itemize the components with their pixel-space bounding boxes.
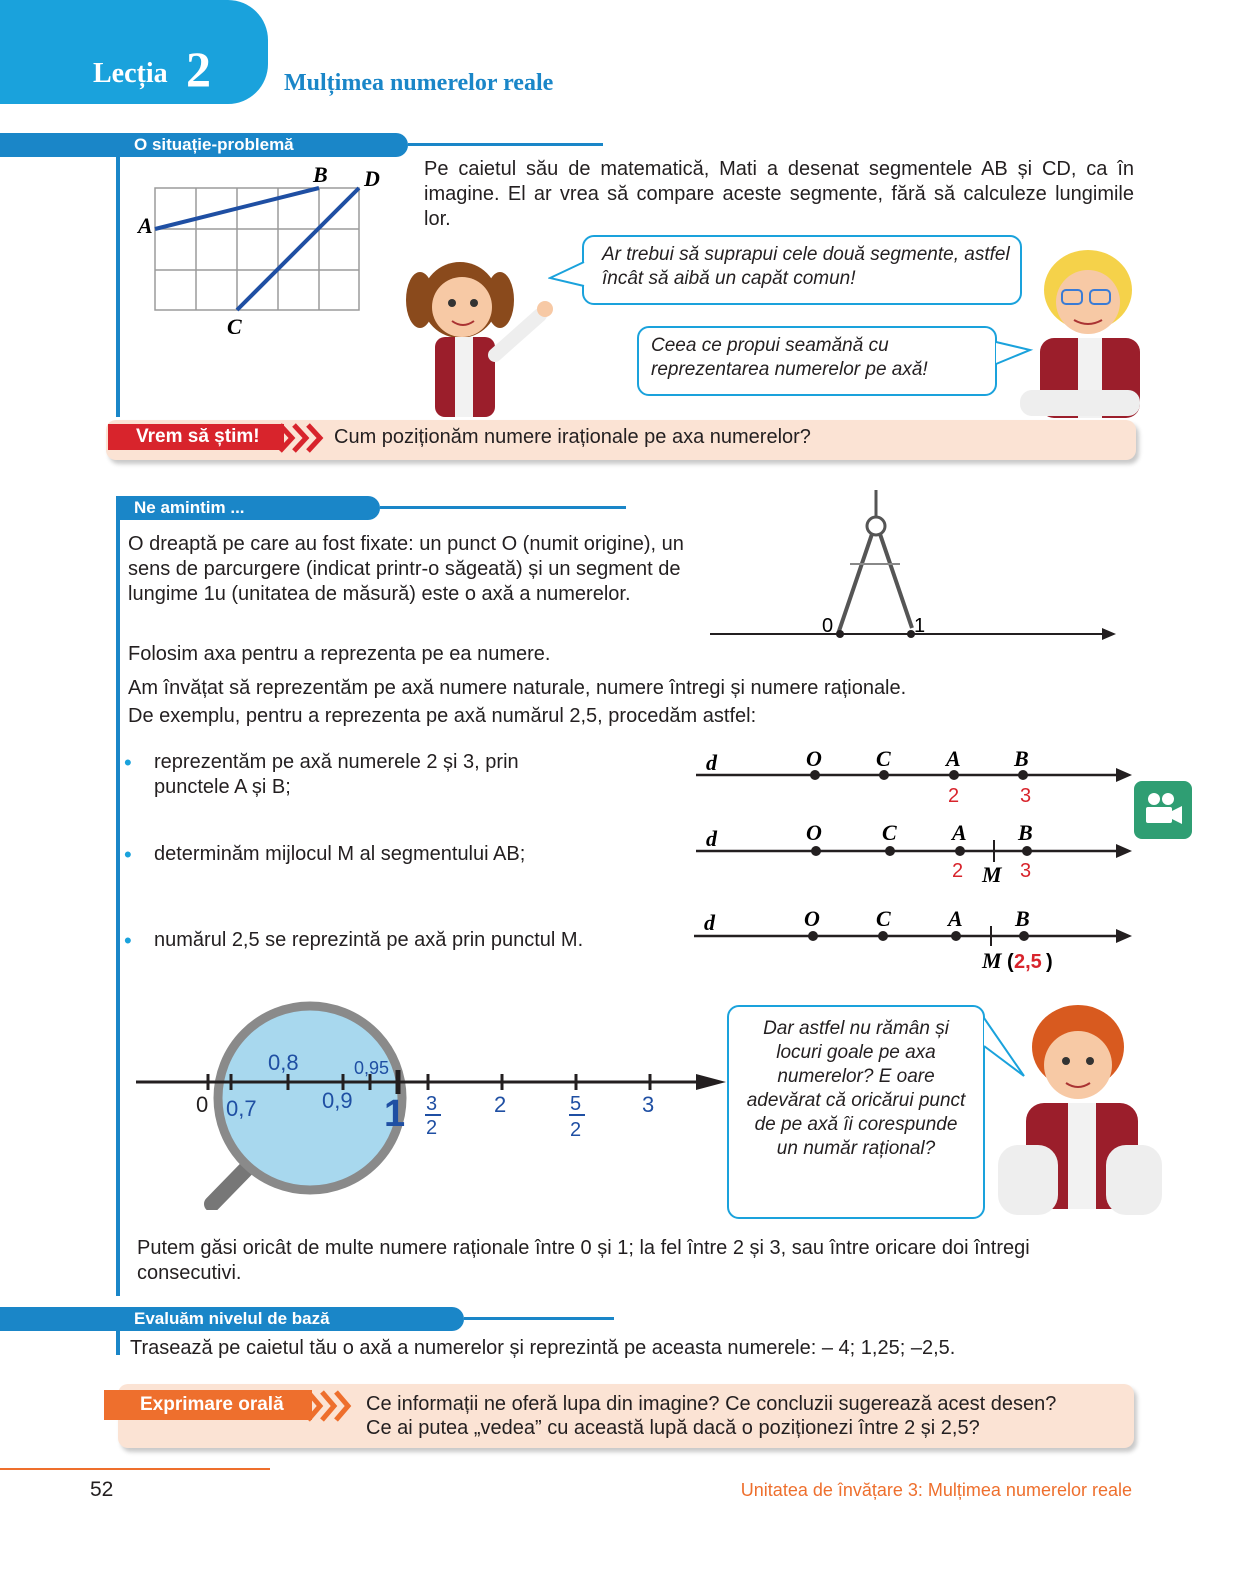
step-1: reprezentăm pe axă numerele 2 și 3, prin punctele A și B;: [154, 751, 519, 798]
mag-label-3-num: 3: [426, 1093, 438, 1115]
axis2-val-3: 3: [1020, 860, 1032, 882]
step-2: determinăm mijlocul M al segmentului AB;: [154, 843, 526, 865]
axis3-val-25: 2,5: [1014, 951, 1042, 973]
vrem-tag: Vrem să știm!: [108, 424, 284, 450]
axis-2: [696, 820, 1132, 887]
lesson-label: Lecția: [93, 58, 168, 89]
bubble-girl: Ar trebui să suprapui cele două segmente, astfel încât să aibă un capăt comun!: [582, 235, 1022, 305]
axis3-b: B: [1015, 906, 1030, 931]
amintim-para3: Am învățat să reprezentăm pe axă numere naturale, numere întregi și numere raționale.: [128, 677, 907, 699]
bubble-boy: Ceea ce propui seamănă cu reprezentarea numerelor pe axă!: [637, 326, 997, 396]
evaluam-tab-line: [464, 1317, 614, 1320]
axis3-c: C: [876, 906, 891, 931]
axis-1: [696, 746, 1132, 807]
page-number: 52: [90, 1478, 114, 1501]
bullet-2: •: [124, 842, 132, 867]
axis2-d: d: [706, 826, 717, 851]
vrem-question: Cum poziționăm numere iraționale pe axa numerelor?: [334, 426, 811, 448]
label-d: D: [364, 166, 380, 191]
segment-cd: [237, 188, 359, 310]
axis3-m: M: [982, 948, 1002, 973]
amintim-tab-line: [380, 506, 626, 509]
svg-text:): ): [1046, 951, 1053, 973]
axis1-val-2: 2: [948, 785, 960, 807]
footer-unit-title: Unitatea de învățare 3: Mulțimea numerelor reale: [740, 1480, 1132, 1500]
axis2-c: C: [882, 820, 897, 845]
mag-label-3-den: 2: [426, 1117, 438, 1139]
exprimare-line1: Ce informații ne oferă lupa din imagine? Ce concluzii sugerează acest desen?: [366, 1393, 1057, 1415]
amintim-para4: De exemplu, pentru a reprezenta pe axă numărul 2,5, procedăm astfel:: [128, 705, 757, 727]
label-a: A: [138, 213, 153, 238]
axis1-c: C: [876, 746, 891, 771]
boy-redhair-illustration: [996, 995, 1166, 1220]
problem-vertical-rule: [116, 157, 120, 417]
vrem-chevrons: [278, 423, 328, 453]
compass-axis-figure: [700, 488, 1130, 648]
exprimare-chevrons: [306, 1390, 358, 1422]
mag-label-3: 3: [642, 1092, 655, 1117]
lesson-number: 2: [186, 41, 211, 97]
svg-text:(: (: [1007, 951, 1014, 973]
mag-label-2: 2: [494, 1092, 507, 1117]
boy-glasses-illustration: [1010, 240, 1160, 430]
compass-label-1: 1: [914, 615, 926, 637]
exprimare-tag: Exprimare orală: [104, 1390, 312, 1420]
mag-label-5-num: 5: [570, 1093, 582, 1115]
mag-label-0: 0: [196, 1092, 209, 1117]
axis3-o: O: [804, 906, 820, 931]
mag-label-095: 0,95: [354, 1058, 390, 1078]
magnifier-figure: [130, 1000, 730, 1210]
segments-grid-figure: [130, 160, 400, 340]
mag-label-1: 1: [384, 1093, 406, 1135]
footer-rule: [0, 1468, 270, 1470]
mag-label-08: 0,8: [268, 1050, 299, 1075]
amintim-conclusion: Putem găsi oricât de multe numere raționale între 0 și 1; la fel între 2 și 3, sau între oricare doi întregi consecutivi.: [137, 1237, 1030, 1284]
compass-icon: [838, 490, 912, 634]
mag-label-09: 0,9: [322, 1088, 353, 1113]
label-c: C: [227, 314, 242, 339]
axis1-o: O: [806, 746, 822, 771]
evaluam-vertical-rule: [116, 1331, 120, 1355]
axis1-d: d: [706, 750, 717, 775]
axis3-d: d: [704, 910, 715, 935]
video-camera-icon[interactable]: [1134, 781, 1192, 839]
mag-label-07: 0,7: [226, 1096, 257, 1121]
amintim-para2: Folosim axa pentru a reprezenta pe ea numere.: [128, 643, 551, 665]
axis2-val-2: 2: [952, 860, 964, 882]
evaluam-tab: Evaluăm nivelul de bază: [0, 1307, 464, 1331]
mag-label-5-den: 2: [570, 1119, 582, 1141]
bullet-1: •: [124, 750, 132, 775]
compass-label-0: 0: [822, 615, 834, 637]
axis-3: [694, 906, 1132, 973]
label-b: B: [313, 162, 328, 187]
bubble-girl-tail: [548, 260, 588, 290]
exprimare-line2: Ce ai putea „vedea” cu această lupă dacă o poziționezi între 2 și 2,5?: [366, 1417, 980, 1439]
axis2-o: O: [806, 820, 822, 845]
amintim-tab: Ne amintim ...: [118, 496, 380, 520]
amintim-para1: O dreaptă pe care au fost fixate: un punct O (numit origine), un sens de parcurgere (indicat printr-o săgeată) și un segment de lungime 1u (unitatea de măsură) este o axă a numerelor.: [128, 533, 684, 605]
problem-tab-line: [408, 143, 603, 146]
lesson-title: Mulțimea numerelor reale: [284, 70, 554, 96]
bullet-3: •: [124, 928, 132, 953]
problem-tab: O situație-problemă: [0, 133, 408, 157]
step-3: numărul 2,5 se reprezintă pe axă prin punctul M.: [154, 929, 584, 951]
evaluam-text: Trasează pe caietul tău o axă a numerelor și reprezintă pe aceasta numerele: – 4; 1,25; –2,5.: [130, 1337, 956, 1359]
axis2-a: A: [952, 820, 967, 845]
problem-text: Pe caietul său de matematică, Mati a desenat segmentele AB și CD, ca în imagine. El ar vrea să compare aceste segmente, fără să calculeze lungimile lor.: [424, 158, 1134, 230]
amintim-vertical-rule: [116, 496, 120, 1296]
axis2-b: B: [1018, 820, 1033, 845]
number-axes-figure: [690, 740, 1140, 980]
axis1-a: A: [946, 746, 961, 771]
axis3-a: A: [948, 906, 963, 931]
axis2-m: M: [982, 862, 1002, 887]
axis1-val-3: 3: [1020, 785, 1032, 807]
bubble-boy2: Dar astfel nu rămân și locuri goale pe axa numerelor? E oare adevărat că oricărui punct de pe axă îi corespunde un număr rațional?: [727, 1005, 985, 1219]
axis1-b: B: [1014, 746, 1029, 771]
